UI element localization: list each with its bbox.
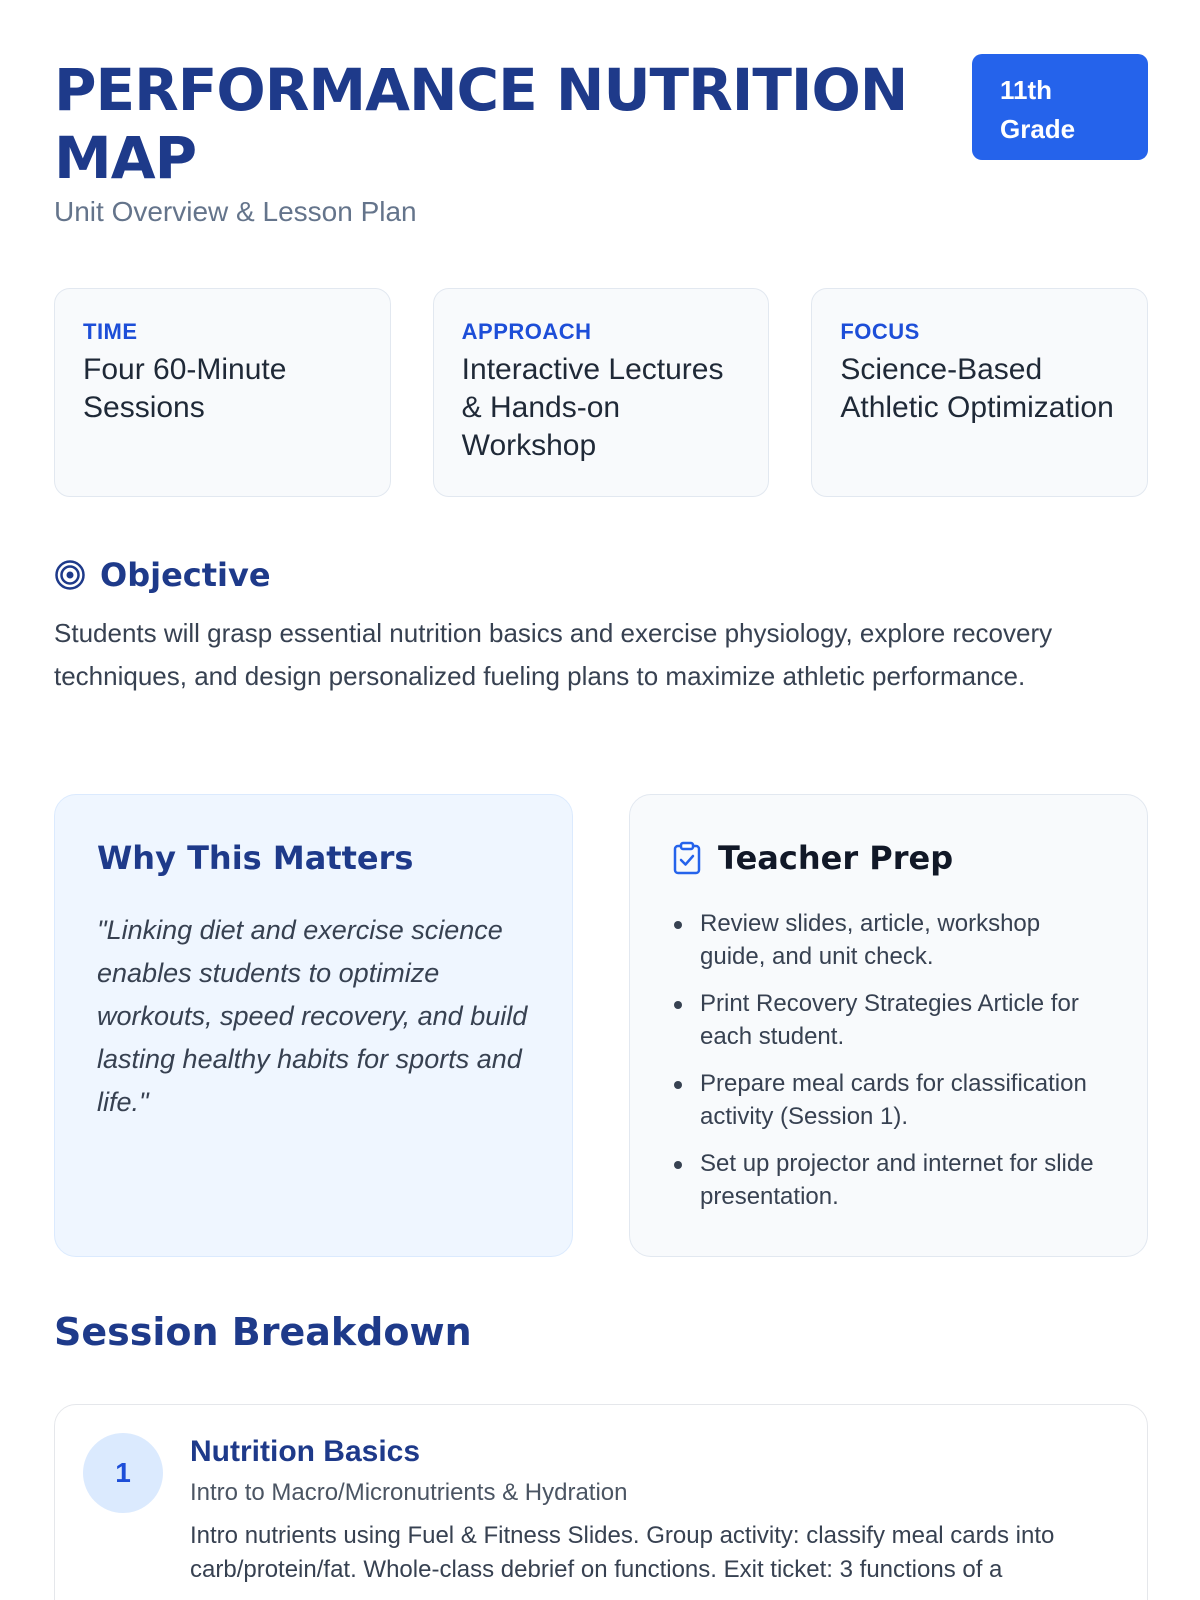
meta-label: TIME (83, 319, 138, 344)
why-this-matters-card (54, 794, 573, 1257)
meta-value: Science-Based Athletic Optimization (840, 353, 1114, 424)
list-item: Prepare meal cards for classification activity (Session 1). (672, 1067, 1105, 1133)
teacher-prep-card (629, 794, 1148, 1257)
list-item: Set up projector and internet for slide presentation. (672, 1147, 1105, 1213)
meta-value: Four 60-Minute Sessions (83, 353, 287, 424)
objective-heading (54, 556, 1148, 594)
clipboard-check-icon (672, 841, 702, 875)
unit-meta-row (54, 288, 1148, 497)
session-description: Intro nutrients using Fuel & Fitness Slides. Group activity: classify meal cards into carb/protein/fat. Whole-class debrief on functions. Exit ticket: 3 functions of a (190, 1522, 1055, 1583)
session-breakdown-title: Session Breakdown (54, 1310, 472, 1354)
session-subtitle: Intro to Macro/Micronutrients & Hydration (190, 1479, 628, 1506)
session-body (190, 1435, 1107, 1587)
teacher-prep-list (672, 907, 1105, 1213)
meta-card-time (54, 288, 391, 497)
meta-value: Interactive Lectures & Hands-on Workshop (461, 353, 724, 462)
list-item: Print Recovery Strategies Article for each student. (672, 987, 1105, 1053)
teacher-prep-title: Teacher Prep (718, 839, 954, 877)
target-icon (54, 559, 86, 591)
page-subtitle: Unit Overview & Lesson Plan (54, 196, 417, 227)
meta-card-approach (433, 288, 770, 497)
info-columns (54, 794, 1148, 1257)
list-item: Review slides, article, workshop guide, and unit check. (672, 907, 1105, 973)
meta-card-focus (811, 288, 1148, 497)
page-title: PERFORMANCE NUTRITION MAP (54, 56, 908, 192)
why-title: Why This Matters (97, 839, 414, 877)
why-quote: "Linking diet and exercise science enables students to optimize workouts, speed recovery, and build lasting healthy habits for sports and life." (97, 915, 528, 1117)
session-number-badge: 1 (83, 1433, 163, 1513)
objective-text: Students will grasp essential nutrition basics and exercise physiology, explore recovery techniques, and design personalized fueling plans to maximize athletic performance. (54, 618, 1053, 691)
meta-label: FOCUS (840, 319, 920, 344)
teacher-prep-heading (672, 839, 1105, 877)
meta-label: APPROACH (461, 319, 592, 344)
objective-section (54, 556, 1148, 698)
page-header (54, 56, 1148, 228)
session-card (54, 1404, 1148, 1600)
session-title: Nutrition Basics (190, 1435, 421, 1468)
objective-title: Objective (100, 556, 271, 594)
grade-badge: 11th Grade (972, 54, 1148, 160)
